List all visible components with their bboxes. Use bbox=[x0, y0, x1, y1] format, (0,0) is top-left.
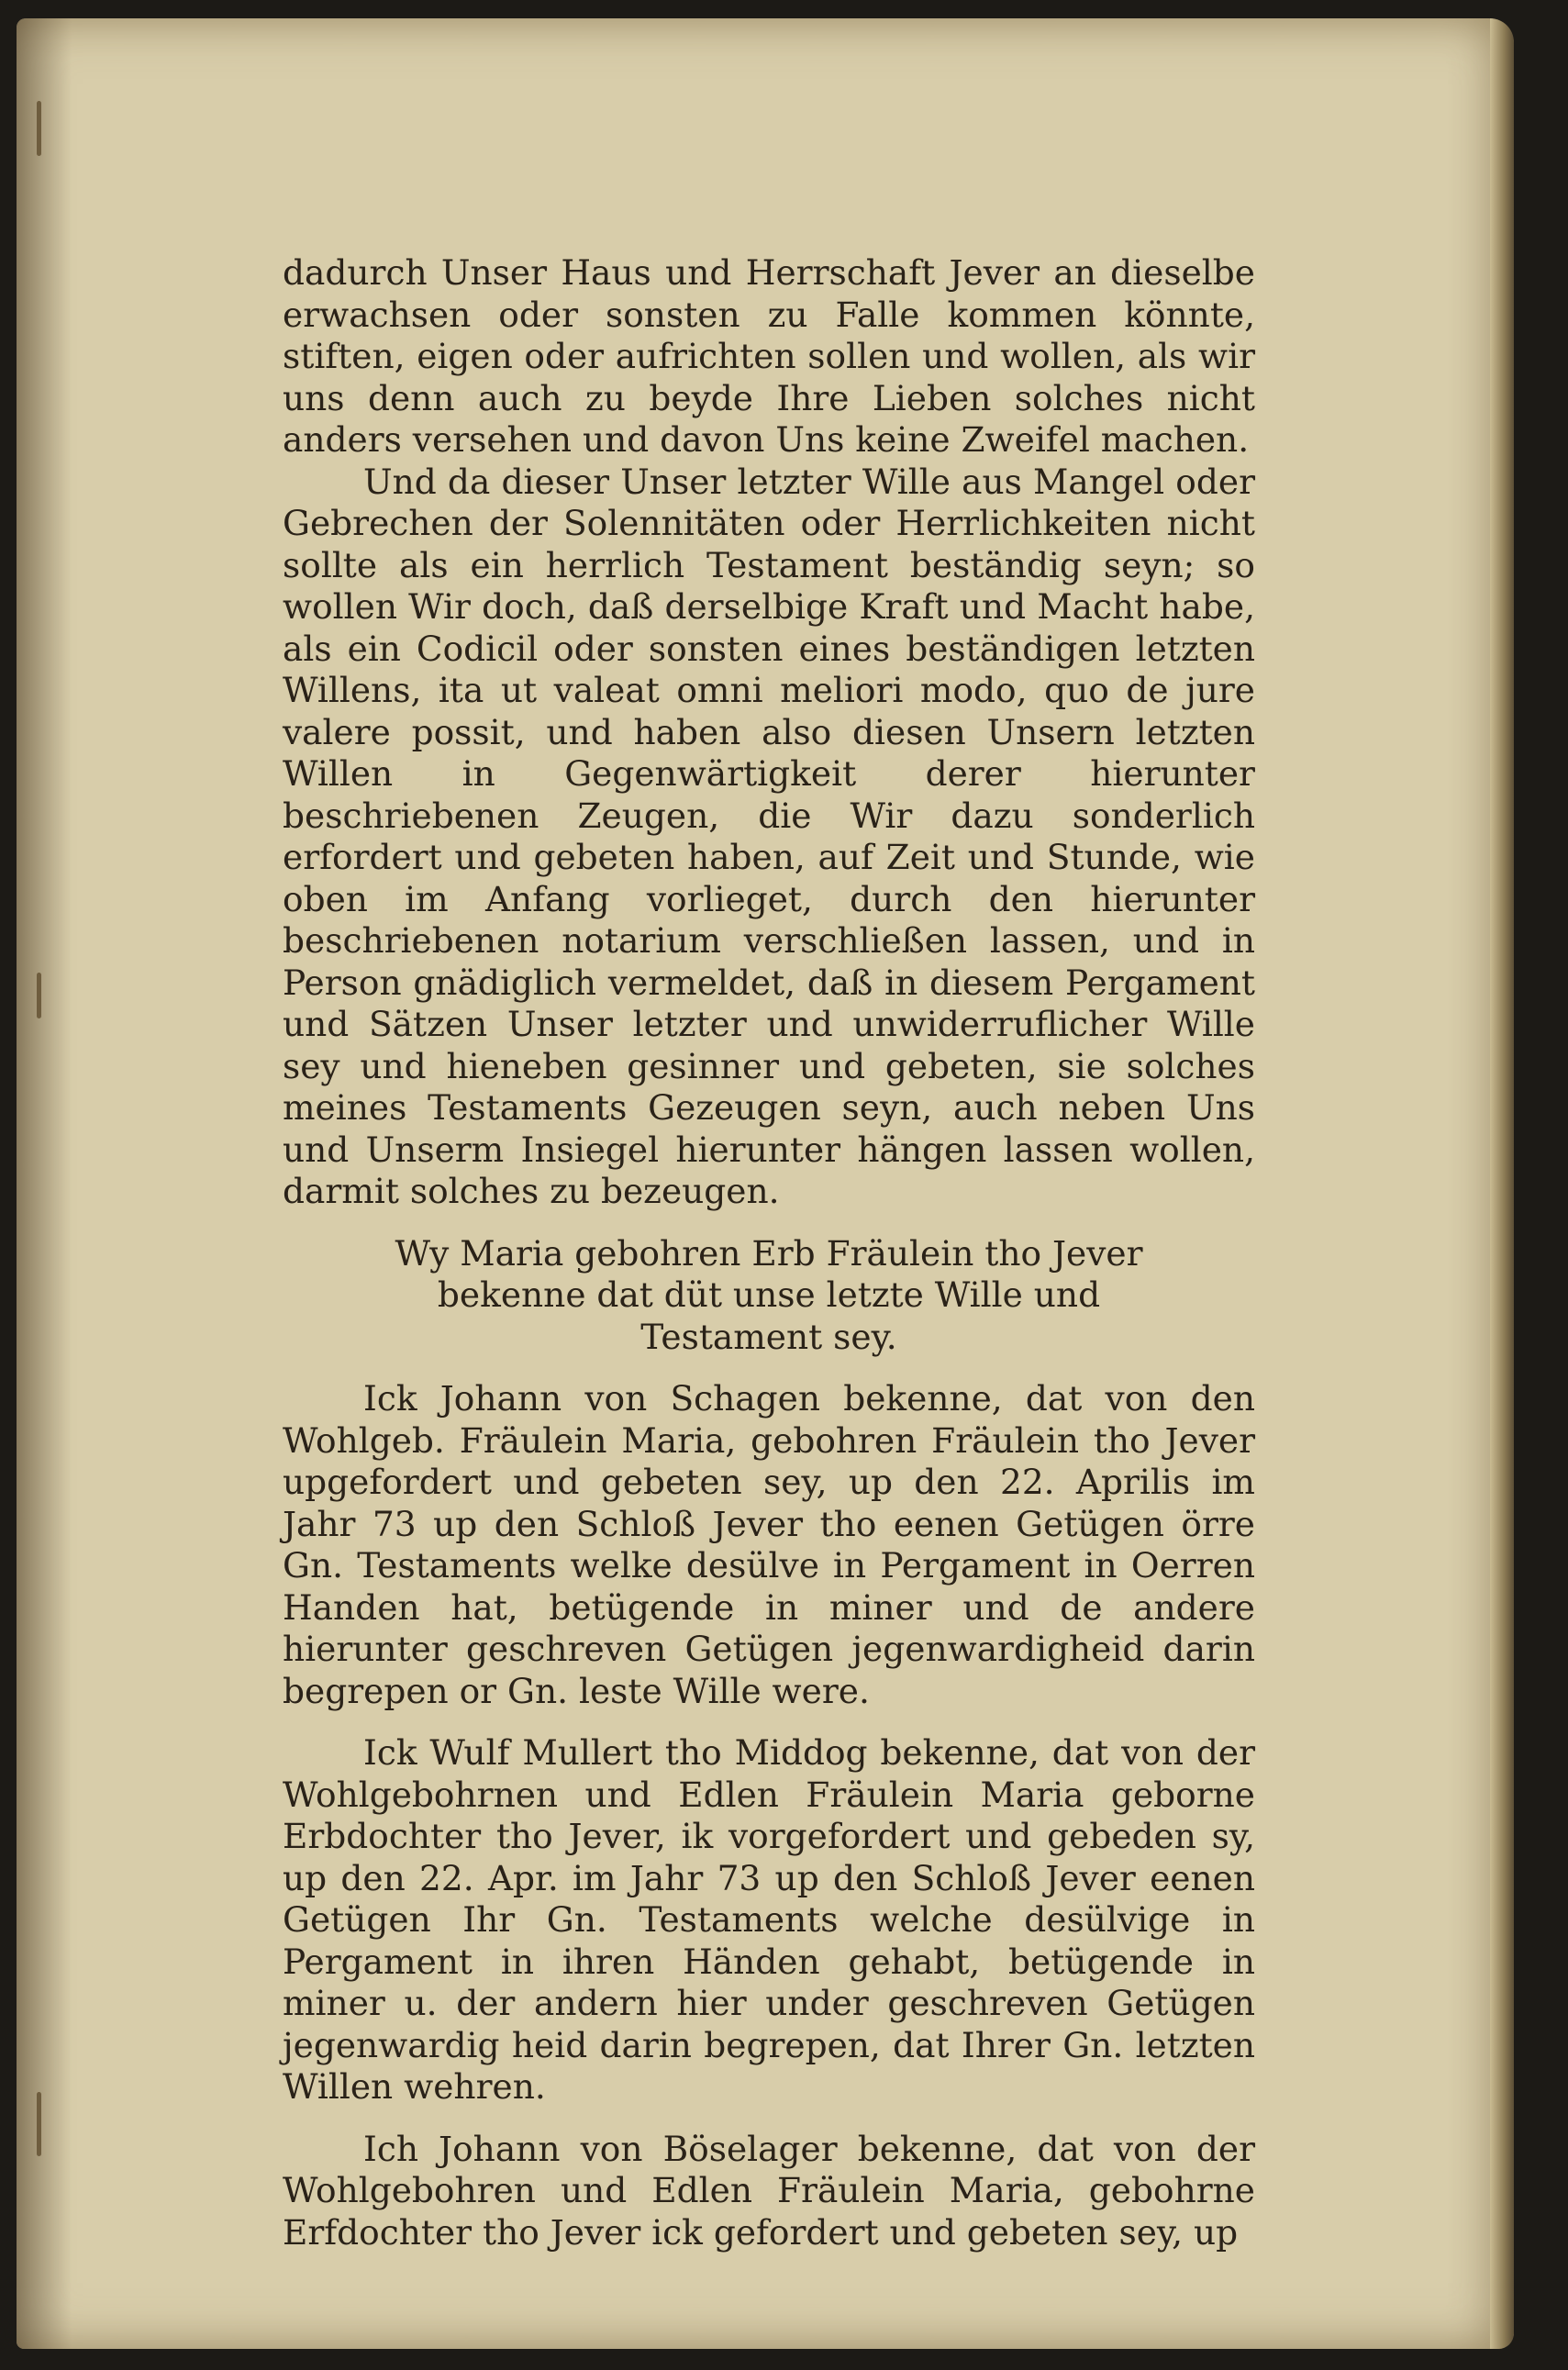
witness-statement: Ich Johann von Böselager bekenne, dat von der Wohlgebohren und Edlen Fräulein Maria, gebohrne Erfdochter tho Jever ick gefordert und gebeten sey, up bbox=[283, 2128, 1255, 2253]
witness-statement: Ick Wulf Mullert tho Middog bekenne, dat von der Wohlgebohrnen und Edlen Fräulein Maria geborne Erbdochter tho Jever, ik vorgefordert und gebeden sy, up den 22. Apr. im Jahr 73 up den Schloß Jever eenen Getügen Ihr Gn. Testaments welche desülvige in Pergament in ihren Händen gehabt, betügende in miner u. der andern hier under geschreven Getügen jegenwardig heid darin begrepen, dat Ihrer Gn. letzten Willen wehren. bbox=[283, 1732, 1255, 2107]
book-page bbox=[17, 18, 1514, 2349]
paragraph: Und da dieser Unser letzter Wille aus Mangel oder Gebrechen der Solennitäten oder Herrlichkeiten nicht sollte als ein herrlich Testament beständig seyn; so wollen Wir doch, daß derselbige Kraft und Macht habe, als ein Codicil oder sonsten eines beständigen letzten Willens, ita ut valeat omni meliori modo, quo de jure valere possit, und haben also diesen Unsern letzten Willen in Gegenwärtigkeit derer hierunter beschriebenen Zeugen, die Wir dazu sonderlich erfordert und gebeten haben, auf Zeit und Stunde, wie oben im Anfang vorlieget, durch den hierunter beschriebenen notarium verschließen lassen, und in Person gnädiglich vermeldet, daß in diesem Pergament und Sätzen Unser letzter und unwiderruflicher Wille sey und hieneben gesinner und gebeten, sie solches meines Testaments Gezeugen seyn, auch neben Uns und Unserm Insiegel hierunter hängen lassen wollen, darmit solches zu bezeugen. bbox=[283, 461, 1255, 1211]
binding-gutter bbox=[17, 18, 72, 2349]
binding-thread bbox=[37, 2092, 41, 2156]
paragraph: dadurch Unser Haus und Herrschaft Jever an dieselbe erwachsen oder sonsten zu Falle kommen könnte, stiften, eigen oder aufrichten sollen und wollen, als wir uns denn auch zu beyde Ihre Lieben solches nicht anders versehen und davon Uns keine Zweifel machen. bbox=[283, 252, 1255, 460]
body-text bbox=[283, 252, 1255, 2253]
binding-thread bbox=[37, 973, 41, 1018]
testament-declaration: Wy Maria gebohren Erb Fräulein tho Jever bekenne dat düt unse letzte Wille und Testament sey. bbox=[395, 1232, 1143, 1357]
page-edge bbox=[1490, 18, 1514, 2349]
binding-thread bbox=[37, 101, 41, 156]
witness-statement: Ick Johann von Schagen bekenne, dat von den Wohlgeb. Fräulein Maria, gebohren Fräulein tho Jever upgefordert und gebeten sey, up den 22. Aprilis im Jahr 73 up den Schloß Jever tho eenen Getügen örre Gn. Testaments welke desülve in Pergament in Oerren Handen hat, betügende in miner und de andere hierunter geschreven Getügen jegenwardigheid darin begrepen or Gn. leste Wille were. bbox=[283, 1378, 1255, 1711]
